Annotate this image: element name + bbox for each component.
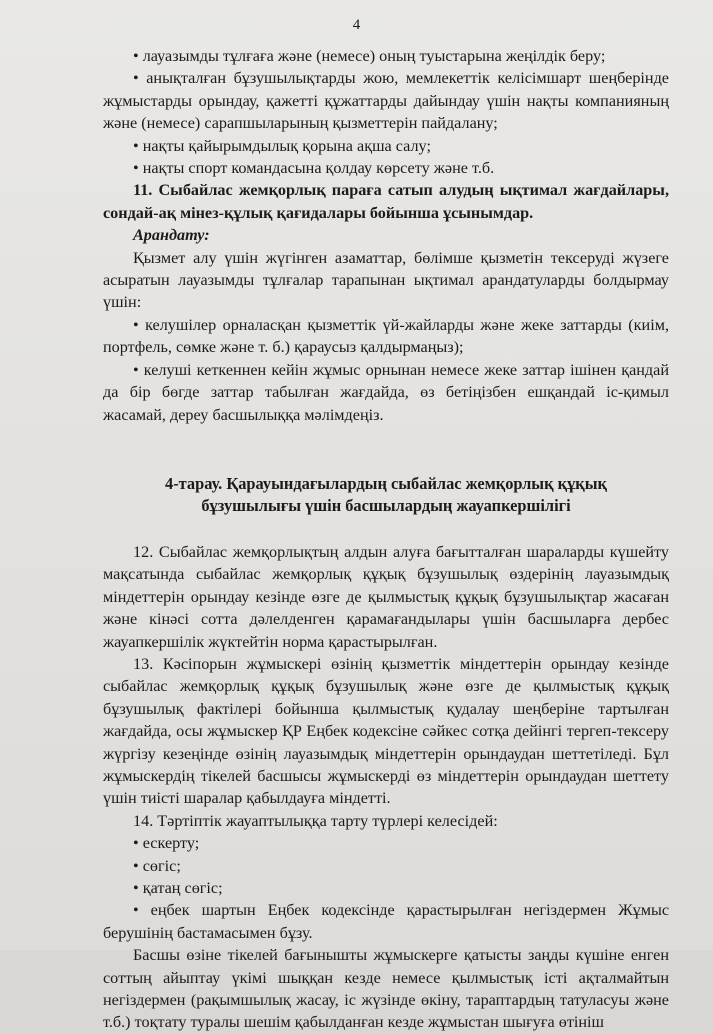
bullet-termination: • еңбек шартын Еңбек кодексінде қарастырылған негіздермен Жұмыс берушінің бастамасымен бұзу. (103, 901, 669, 942)
provocation-heading: Арандату: (133, 226, 210, 245)
page-number: 4 (352, 17, 361, 33)
bullet-charity: • нақты қайырымдылық қорына ақша салу; (133, 136, 431, 155)
clause-13: 13. Кәсіпорын жұмыскері өзінің қызметтік міндеттерін орындау кезінде сыбайлас жемқорлық құқық бұзушылық және өзге де қылмыстық құқық бұзушылық фактілері бойынша қылмыстық қудалау шеңберіне тартылған жағдайда, осы жұмыскер ҚР Еңбек кодексіне сәйкес сотқа дейінгі тергеп-тексеру жүргізу кезеңінде өзінің лауазымдық міндеттерін орындаудан шеттетіледі. Бұл жұмыскердің тікелей басшысы жұмыскерді өз міндеттерін орындаудан шеттету үшін тиісті шаралар қабылдауға міндетті. (103, 654, 669, 808)
provocation-intro: Қызмет алу үшін жүгінген азаматтар, бөлімше қызметін тексеруді жүзеге асыратын лауазымды тұлғалар тарапынан ықтимал арандатуларды болдырмау үшін: (103, 248, 669, 312)
chapter-4-heading: 4-тарау. Қарауындағылардың сыбайлас жемқорлық құқық бұзушылығы үшін басшылардың жауапкершілігі (165, 473, 607, 515)
bullet-foreign-items: • келуші кеткеннен кейін жұмыс орнынан немесе жеке заттар ішінен қандай да бір бөгде заттар табылған жағдайда, өз бетіңізбен ешқандай іс-қимыл жасамай, дереу басшылыққа мәлімдеңіз. (103, 360, 669, 424)
bullet-privilege: • лауазымды тұлғаға және (немесе) оның туыстарына жеңілдік беру; (133, 47, 606, 65)
bullet-unattended-items: • келушілер орналасқан қызметтік үй-жайларды және жеке заттарды (киім, портфель, сөмке және т. б.) қараусыз қалдырмаңыз); (103, 315, 669, 357)
bullet-warning: • ескерту; (133, 834, 200, 853)
manager-paragraph: Басшы өзіне тікелей бағынышты жұмыскерге қатысты заңды күшіне енген соттың айыптау үкімі шыққан кезде немесе қылмыстық істі ақталмайтын негіздермен (рақымшылық жасау, іс жүзінде өкіну, тараптардың татуласуы және т.б.) тоқтату туралы шешім қабылданған кезде жұмыстан шығуға өтініш (103, 946, 669, 1032)
clause-14: 14. Тәртіптік жауаптылыққа тарту түрлері келесідей: (133, 811, 498, 830)
clause-12: 12. Сыбайлас жемқорлықтың алдын алуға бағытталған шараларды күшейту мақсатында сыбайлас жемқорлық құқық бұзушылық өздерінің лауазымдық міндеттерін орындау кезінде өзге де қылмыстық құқық бұзушылықтар жасаған және кінәсі сотта дәлелденген қарамағандылары үшін басшыларға дербес жауапкершілік жүктейтін норма қарастырылған. (103, 542, 669, 651)
bullet-severe-reprimand: • қатаң сөгіс; (133, 879, 223, 897)
bullet-use-services: • анықталған бұзушылықтарды жою, мемлекеттік келісімшарт шеңберінде жұмыстарды орындау, қажетті құжаттарды дайындау үшін нақты компанияның және (немесе) сарапшыларының қызметтерін пайдалану; (103, 69, 669, 133)
bullet-reprimand: • сөгіс; (133, 856, 181, 875)
section-11-heading: 11. Сыбайлас жемқорлық параға сатып алудың ықтимал жағдайлары, сондай-ақ мінез-құлық қағидалары бойынша ұсынымдар. (103, 181, 669, 222)
bullet-sport: • нақты спорт командасына қолдау көрсету және т.б. (133, 159, 495, 178)
page-content (103, 0, 669, 1034)
